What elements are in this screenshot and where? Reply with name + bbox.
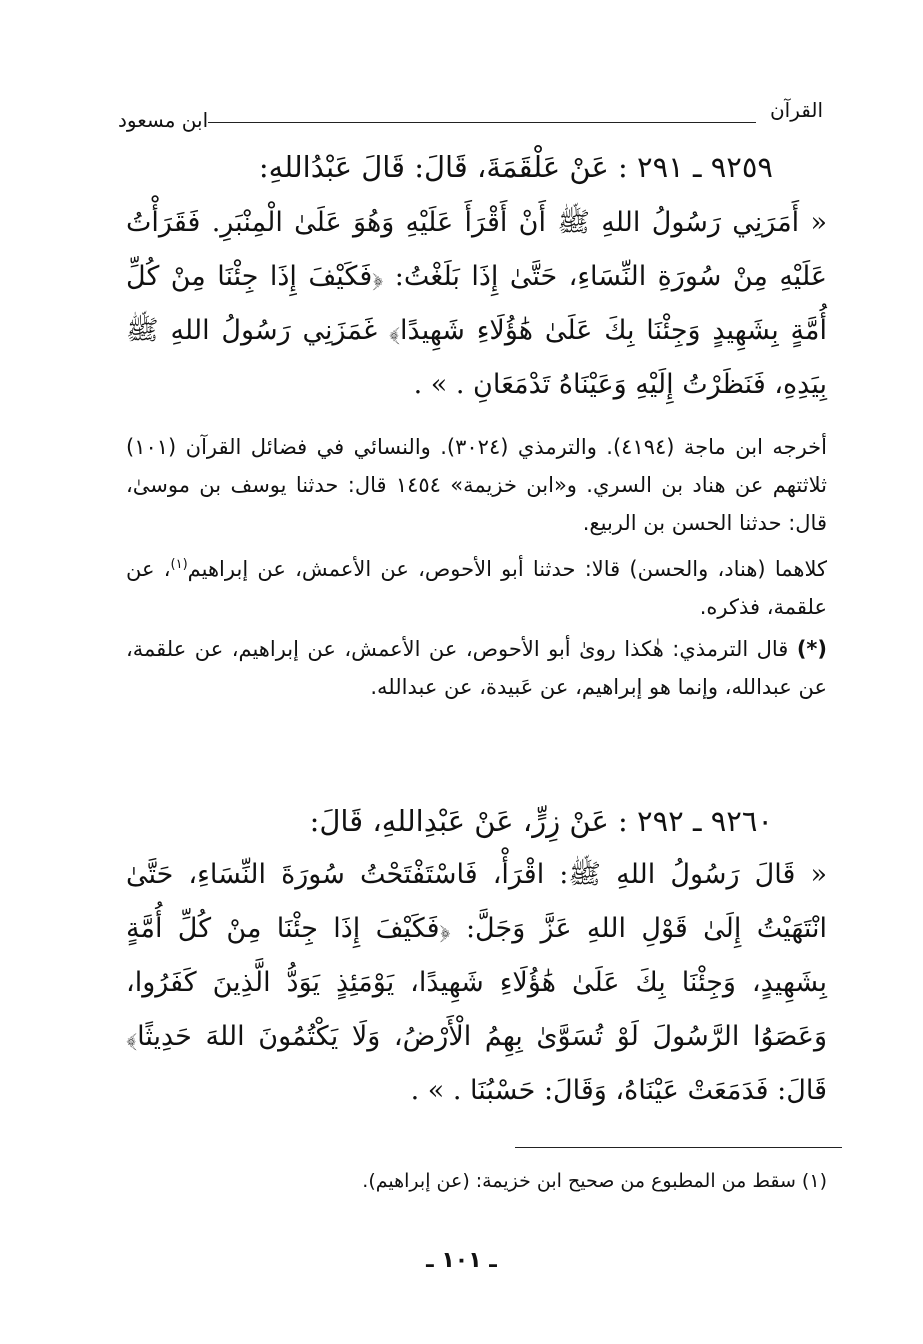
hadith-number-heading: ٩٢٦٠ ـ ٢٩٢ : عَنْ زِرٍّ، عَنْ عَبْدِاللهِ، قَالَ: [309,804,773,838]
commentary-text: كلاهما (هناد، والحسن) قالا: حدثنا أبو الأحوص، عن الأعمش، عن إبراهيم [187,557,827,581]
hadith-number-heading: ٩٢٥٩ ـ ٢٩١ : عَنْ عَلْقَمَةَ، قَالَ: قَالَ عَبْدُاللهِ: [258,150,773,184]
commentary-paragraph: أخرجه ابن ماجة (٤١٩٤). والترمذي (٣٠٢٤). والنسائي في فضائل القرآن (١٠١) ثلاثتهم عن هناد بن السري. و«ابن خزيمة» ١٤٥٤ قال: حدثنا يوسف بن موسىٰ، قال: حدثنا الحسن بن الربيع. [126,435,827,535]
commentary-text: ، عن علقمة، فذكره. [126,557,827,619]
page-number: ـ ١٠١ ـ [426,1248,497,1273]
running-header-title: القرآن [769,98,823,122]
footnote-rule [515,1147,842,1148]
footnote: (١) سقط من المطبوع من صحيح ابن خزيمة: (عن إبراهيم). [362,1170,827,1192]
takhrij-commentary [126,428,827,710]
commentary-paragraph [126,630,827,706]
footnote-marker: (١) [170,557,188,572]
running-header-section: ابن مسعود [118,108,209,132]
header-rule [208,122,756,123]
hadith-text: « أَمَرَنِي رَسُولُ اللهِ ﷺ أَنْ أَقْرَأَ عَلَيْهِ وَهُوَ عَلَىٰ الْمِنْبَرِ. فَقَرَأْتُ عَلَيْهِ مِنْ سُورَةِ النِّسَاءِ، حَتَّىٰ إِذَا بَلَغْتُ: ﴿فَكَيْفَ إِذَا جِئْنَا مِنْ كُلِّ أُمَّةٍ بِشَهِيدٍ وَجِئْنَا بِكَ عَلَىٰ هَٰؤُلَاءِ شَهِيدًا﴾ غَمَزَنِي رَسُولُ اللهِ ﷺ بِيَدِهِ، فَنَظَرْتُ إِلَيْهِ وَعَيْنَاهُ تَدْمَعَانِ . » . [126,207,827,400]
commentary-text: قال الترمذي: هٰكذا روىٰ أبو الأحوص، عن الأعمش، عن إبراهيم، عن علقمة، عن عبدالله، وإنما هو إبراهيم، عن عَبيدة، عن عبدالله. [126,637,827,699]
commentary-paragraph [126,546,827,626]
hadith-text: « قَالَ رَسُولُ اللهِ ﷺ: اقْرَأْ، فَاسْتَفْتَحْتُ سُورَةَ النِّسَاءِ، حَتَّىٰ انْتَهَيْتُ إِلَىٰ قَوْلِ اللهِ عَزَّ وَجَلَّ: ﴿فَكَيْفَ إِذَا جِئْنَا مِنْ كُلِّ أُمَّةٍ بِشَهِيدٍ، وَجِئْنَا بِكَ عَلَىٰ هَٰؤُلَاءِ شَهِيدًا، يَوْمَئِذٍ يَوَدُّ الَّذِينَ كَفَرُوا، وَعَصَوُا الرَّسُولَ لَوْ تُسَوَّىٰ بِهِمُ الْأَرْضُ، وَلَا يَكْتُمُونَ اللهَ حَدِيثًا﴾ قَالَ: فَدَمَعَتْ عَيْنَاهُ، وَقَالَ: حَسْبُنَا . » . [126,859,827,1106]
asterisk-marker: (*) [796,637,827,661]
